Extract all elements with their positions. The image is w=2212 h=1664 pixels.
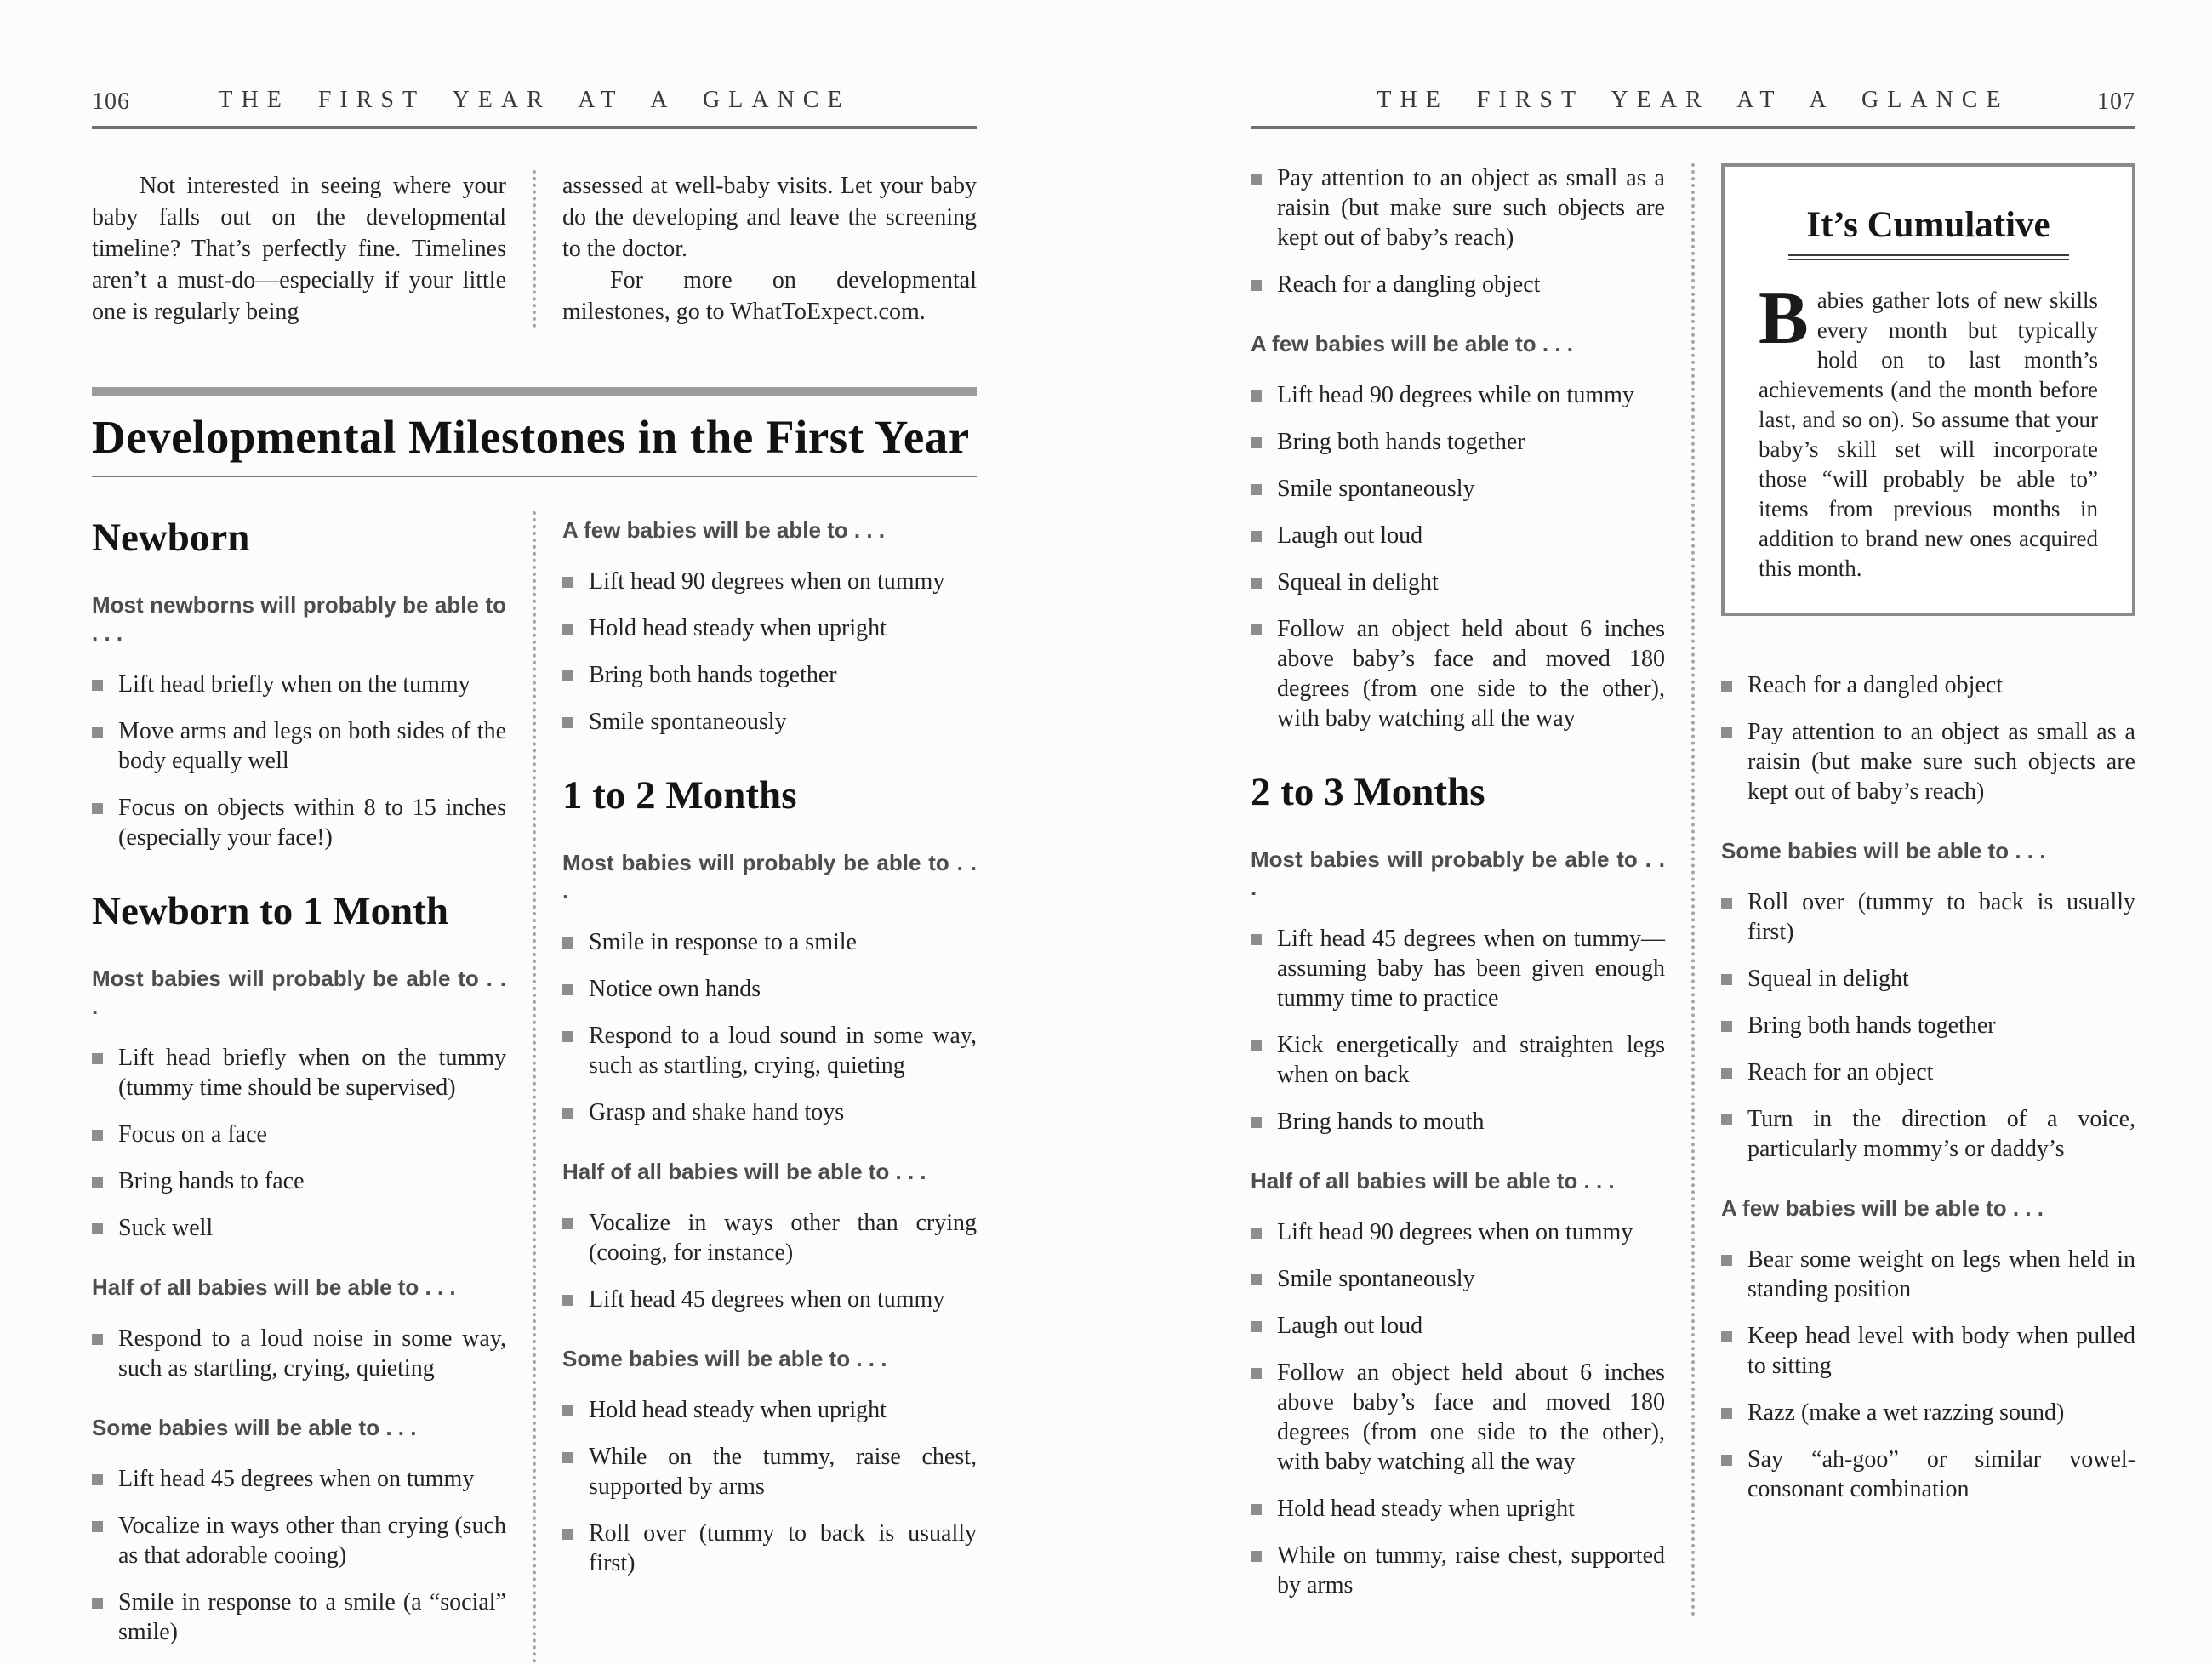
sidebar-title-rule: [1788, 254, 2069, 260]
bullet-square-icon: [1721, 1114, 1732, 1125]
bullet-square-icon: [1251, 1274, 1262, 1285]
bullet-square-icon: [92, 1177, 103, 1188]
milestone-text: Vocalize in ways other than crying (such as that adorable cooing): [118, 1513, 506, 1569]
milestone-list: [562, 1395, 977, 1578]
milestone-columns: [1251, 163, 2135, 1617]
milestone-text: Kick energetically and straighten legs when on back: [1277, 1032, 1665, 1088]
bullet-square-icon: [562, 1218, 573, 1229]
column-divider: [533, 511, 536, 1664]
milestone-text: Lift head 90 degrees while on tummy: [1277, 382, 1634, 408]
milestone-text: Lift head briefly when on the tummy (tummy time should be supervised): [118, 1045, 506, 1101]
milestone-item: [1251, 474, 1665, 504]
milestone-item: [1251, 1494, 1665, 1524]
bullet-square-icon: [562, 670, 573, 681]
bullet-square-icon: [1721, 974, 1732, 985]
bullet-square-icon: [92, 1130, 103, 1141]
running-title: THE FIRST YEAR AT A GLANCE: [1377, 87, 2010, 113]
bullet-square-icon: [562, 1295, 573, 1306]
milestone-list: [1251, 380, 1665, 733]
section-rule: [92, 476, 977, 477]
section-head: [92, 387, 977, 477]
milestone-item: [92, 1213, 506, 1243]
milestone-list: [1721, 887, 2135, 1164]
milestone-item: [1251, 1107, 1665, 1137]
milestone-item: [1721, 670, 2135, 700]
age-heading: Newborn to 1 Month: [92, 889, 449, 933]
bullet-square-icon: [1251, 174, 1262, 185]
milestone-list: [92, 1464, 506, 1647]
milestone-text: While on the tummy, raise chest, supported by arms: [589, 1444, 977, 1500]
bullet-square-icon: [562, 984, 573, 995]
intro-column-2: [562, 170, 977, 328]
bullet-square-icon: [92, 803, 103, 814]
bullet-square-icon: [562, 937, 573, 949]
bullet-square-icon: [1721, 681, 1732, 692]
sidebar-text: abies gather lots of new skills every month but typically hold on to last month’s achievements (and the month before last, and so on). So assume that your baby’s skill set will incorporate those “will probably be able to” items from previous months in addition to brand new ones acquired this month.: [1759, 288, 2098, 581]
milestone-list: [1251, 924, 1665, 1137]
milestone-item: [562, 1395, 977, 1425]
page-header: [92, 77, 977, 121]
milestone-text: Hold head steady when upright: [589, 615, 887, 641]
milestone-text: Follow an object held about 6 inches above baby’s face and moved 180 degrees (from one side to the other), with baby watching all the way: [1277, 616, 1665, 732]
milestone-text: Hold head steady when upright: [589, 1397, 887, 1423]
ability-subhead: A few babies will be able to . . .: [562, 517, 886, 543]
intro-text: assessed at well-baby visits. Let your baby do the developing and leave the screening to the doctor.: [562, 173, 977, 262]
milestone-list: [1251, 163, 1665, 299]
bullet-square-icon: [562, 717, 573, 728]
milestone-item: [92, 1464, 506, 1494]
milestone-text: Turn in the direction of a voice, particularly mommy’s or daddy’s: [1747, 1106, 2135, 1162]
ability-subhead: Half of all babies will be able to . . .: [1251, 1168, 1615, 1194]
intro-text: For more on developmental milestones, go to WhatToExpect.com.: [562, 267, 977, 325]
milestone-item: [1721, 887, 2135, 947]
age-heading: 1 to 2 Months: [562, 773, 797, 818]
milestone-item: [1721, 1398, 2135, 1428]
milestone-text: Bring both hands together: [1747, 1012, 1996, 1039]
milestone-text: Laugh out loud: [1277, 522, 1423, 549]
bullet-square-icon: [1721, 898, 1732, 909]
bullet-square-icon: [1721, 727, 1732, 738]
milestone-list: [1721, 670, 2135, 806]
milestone-item: [1251, 1030, 1665, 1090]
bullet-square-icon: [562, 1529, 573, 1540]
ability-subhead: A few babies will be able to . . .: [1251, 331, 1574, 356]
bullet-square-icon: [1251, 934, 1262, 945]
page-number: 106: [92, 88, 130, 115]
milestone-text: Reach for an object: [1747, 1059, 1934, 1086]
milestone-item: [92, 670, 506, 699]
bullet-square-icon: [92, 1053, 103, 1064]
column-divider: [1691, 163, 1695, 1617]
milestone-text: Smile spontaneously: [589, 709, 787, 735]
header-rule: [92, 126, 977, 129]
bullet-square-icon: [1251, 280, 1262, 291]
bullet-square-icon: [1721, 1255, 1732, 1266]
bullet-square-icon: [1251, 1117, 1262, 1128]
milestone-text: Respond to a loud noise in some way, such as startling, crying, quieting: [118, 1325, 506, 1382]
bullet-square-icon: [1251, 484, 1262, 495]
ability-subhead: A few babies will be able to . . .: [1721, 1195, 2044, 1221]
milestone-text: Move arms and legs on both sides of the body equally well: [118, 718, 506, 774]
milestone-text: Focus on a face: [118, 1121, 267, 1148]
milestone-item: [1251, 521, 1665, 550]
milestone-item: [92, 1324, 506, 1383]
milestone-item: [1721, 1057, 2135, 1087]
column-divider: [533, 170, 536, 328]
bullet-square-icon: [1721, 1455, 1732, 1466]
age-heading: 2 to 3 Months: [1251, 770, 1485, 814]
milestone-item: [1251, 163, 1665, 253]
milestone-item: [92, 1120, 506, 1149]
milestone-text: Bear some weight on legs when held in standing position: [1747, 1246, 2135, 1302]
milestone-text: Focus on objects within 8 to 15 inches (especially your face!): [118, 795, 506, 851]
milestone-list: [562, 927, 977, 1127]
milestone-item: [92, 793, 506, 852]
milestone-text: Bring hands to face: [118, 1168, 305, 1194]
bullet-square-icon: [1721, 1408, 1732, 1419]
page-number: 107: [2097, 88, 2135, 115]
milestone-list: [1721, 1245, 2135, 1504]
bullet-square-icon: [92, 1223, 103, 1234]
milestone-text: Lift head 45 degrees when on tummy: [589, 1286, 945, 1313]
bullet-square-icon: [92, 1474, 103, 1485]
milestone-text: Lift head 90 degrees when on tummy: [1277, 1219, 1633, 1245]
bullet-square-icon: [562, 1108, 573, 1119]
milestone-item: [1251, 1217, 1665, 1247]
milestone-text: Notice own hands: [589, 976, 761, 1002]
bullet-square-icon: [562, 1405, 573, 1416]
milestone-text: Say “ah-goo” or similar vowel-consonant combination: [1747, 1446, 2135, 1502]
bullet-square-icon: [92, 1521, 103, 1532]
bullet-square-icon: [1251, 437, 1262, 448]
milestone-item: [1251, 380, 1665, 410]
milestone-item: [1251, 1264, 1665, 1294]
milestone-item: [1721, 1104, 2135, 1164]
milestone-item: [562, 1519, 977, 1578]
sidebar-body: [1759, 277, 2098, 584]
milestone-item: [562, 1097, 977, 1127]
bullet-square-icon: [1251, 531, 1262, 542]
milestone-item: [1721, 1011, 2135, 1040]
milestone-item: [1721, 717, 2135, 806]
milestone-text: Lift head 45 degrees when on tummy: [118, 1466, 475, 1492]
milestone-item: [1251, 1358, 1665, 1477]
milestone-text: Lift head briefly when on the tummy: [118, 671, 470, 698]
milestone-item: [562, 1208, 977, 1268]
milestone-item: [1251, 427, 1665, 457]
bullet-square-icon: [562, 1031, 573, 1042]
milestone-text: Razz (make a wet razzing sound): [1747, 1399, 2065, 1426]
milestone-column-1: [1251, 163, 1665, 1617]
milestone-item: [92, 1511, 506, 1570]
milestone-blocks: [1721, 670, 2135, 1504]
milestone-item: [1251, 1311, 1665, 1341]
milestone-item: [562, 1285, 977, 1314]
milestone-text: Respond to a loud sound in some way, such as startling, crying, quieting: [589, 1023, 977, 1079]
page-107: [1251, 77, 2135, 1617]
milestone-item: [1251, 924, 1665, 1013]
milestone-text: Bring both hands together: [1277, 429, 1525, 455]
milestone-text: Smile spontaneously: [1277, 1266, 1475, 1292]
milestone-text: Bring hands to mouth: [1277, 1108, 1485, 1135]
milestone-text: Pay attention to an object as small as a raisin (but make sure such objects are kept out of baby’s reach): [1747, 719, 2135, 805]
bullet-square-icon: [92, 727, 103, 738]
milestone-text: Reach for a dangling object: [1277, 271, 1541, 298]
bullet-square-icon: [1251, 390, 1262, 402]
bullet-square-icon: [1251, 1551, 1262, 1562]
bullet-square-icon: [1251, 1368, 1262, 1379]
milestone-item: [1251, 567, 1665, 597]
milestone-text: Suck well: [118, 1215, 214, 1241]
milestone-columns: [92, 511, 977, 1664]
milestone-item: [562, 707, 977, 737]
page-header: [1251, 77, 2135, 121]
ability-subhead: Most babies will probably be able to . . .: [92, 966, 506, 1019]
milestone-item: [562, 974, 977, 1004]
bullet-square-icon: [562, 577, 573, 588]
section-bar: [92, 387, 977, 396]
milestone-text: Roll over (tummy to back is usually first): [1747, 889, 2135, 945]
milestone-column-1: [92, 511, 506, 1664]
milestone-item: [562, 1021, 977, 1080]
milestone-text: Roll over (tummy to back is usually first): [589, 1520, 977, 1576]
ability-subhead: Most babies will probably be able to . . .: [1251, 846, 1665, 900]
milestone-text: Vocalize in ways other than crying (cooing, for instance): [589, 1210, 977, 1266]
milestone-text: Squeal in delight: [1747, 966, 1909, 992]
bullet-square-icon: [92, 1598, 103, 1609]
milestone-item: [1251, 270, 1665, 299]
bullet-square-icon: [1251, 1040, 1262, 1051]
milestone-item: [562, 927, 977, 957]
milestone-text: Smile spontaneously: [1277, 476, 1475, 502]
bullet-square-icon: [1721, 1068, 1732, 1079]
milestone-list: [562, 1208, 977, 1314]
milestone-text: Smile in response to a smile: [589, 929, 857, 955]
ability-subhead: Some babies will be able to . . .: [562, 1346, 887, 1371]
milestone-text: Follow an object held about 6 inches above baby’s face and moved 180 degrees (from one side to the other), with baby watching all the way: [1277, 1359, 1665, 1475]
bullet-square-icon: [1251, 624, 1262, 635]
milestone-item: [1721, 1445, 2135, 1504]
milestone-text: Smile in response to a smile (a “social” smile): [118, 1589, 506, 1645]
milestone-text: Lift head 45 degrees when on tummy—assuming baby has been given enough tummy time to practice: [1277, 926, 1665, 1012]
milestone-item: [562, 660, 977, 690]
milestone-text: Keep head level with body when pulled to sitting: [1747, 1323, 2135, 1379]
ability-subhead: Half of all babies will be able to . . .: [562, 1159, 926, 1184]
milestone-item: [92, 1166, 506, 1196]
sidebar-title: It’s Cumulative: [1806, 205, 2050, 245]
milestone-item: [562, 1442, 977, 1502]
bullet-square-icon: [562, 624, 573, 635]
header-rule: [1251, 126, 2135, 129]
drop-cap: B: [1759, 277, 1809, 360]
milestone-text: Hold head steady when upright: [1277, 1496, 1575, 1522]
bullet-square-icon: [1721, 1331, 1732, 1342]
milestone-text: While on tummy, raise chest, supported by arms: [1277, 1542, 1665, 1598]
ability-subhead: Most babies will probably be able to . . .: [562, 850, 977, 903]
age-heading: Newborn: [92, 516, 250, 560]
bullet-square-icon: [1251, 1504, 1262, 1515]
ability-subhead: Some babies will be able to . . .: [92, 1415, 417, 1440]
intro-column-1: [92, 170, 506, 328]
milestone-item: [92, 1587, 506, 1647]
milestone-text: Pay attention to an object as small as a raisin (but make sure such objects are kept out of baby’s reach): [1277, 165, 1665, 251]
milestone-list: [562, 567, 977, 737]
milestone-text: Bring both hands together: [589, 662, 837, 688]
milestone-text: Lift head 90 degrees when on tummy: [589, 568, 945, 595]
milestone-list: [92, 670, 506, 852]
ability-subhead: Half of all babies will be able to . . .: [92, 1274, 456, 1300]
milestone-column-2: [1721, 163, 2135, 1617]
milestone-list: [1251, 1217, 1665, 1600]
milestone-item: [1251, 1541, 1665, 1600]
bullet-square-icon: [92, 1334, 103, 1345]
running-title: THE FIRST YEAR AT A GLANCE: [218, 87, 851, 113]
page-106: [92, 77, 977, 1664]
ability-subhead: Some babies will be able to . . .: [1721, 838, 2046, 863]
milestone-item: [1721, 964, 2135, 994]
bullet-square-icon: [92, 680, 103, 691]
its-cumulative-box: [1721, 163, 2135, 616]
intro-text: Not interested in seeing where your baby falls out on the developmental timeline? That’s perfectly fine. Timelines aren’t a must-do—especially if your little one is regularly being: [92, 173, 506, 325]
milestone-item: [562, 567, 977, 596]
milestone-item: [1721, 1321, 2135, 1381]
milestone-item: [1251, 614, 1665, 733]
milestone-list: [92, 1324, 506, 1383]
milestone-column-2: [562, 511, 977, 1664]
ability-subhead: Most newborns will probably be able to . . .: [92, 592, 506, 646]
bullet-square-icon: [1251, 1321, 1262, 1332]
bullet-square-icon: [1251, 578, 1262, 589]
milestone-text: Laugh out loud: [1277, 1313, 1423, 1339]
milestone-item: [1721, 1245, 2135, 1304]
bullet-square-icon: [1251, 1228, 1262, 1239]
intro-paragraphs: [92, 170, 977, 328]
milestone-text: Reach for a dangled object: [1747, 672, 2004, 698]
milestone-text: Grasp and shake hand toys: [589, 1099, 845, 1125]
milestone-list: [92, 1043, 506, 1243]
bullet-square-icon: [562, 1452, 573, 1463]
section-title: Developmental Milestones in the First Year: [92, 411, 970, 463]
milestone-item: [92, 716, 506, 776]
milestone-item: [562, 613, 977, 643]
milestone-text: Squeal in delight: [1277, 569, 1439, 596]
bullet-square-icon: [1721, 1021, 1732, 1032]
milestone-item: [92, 1043, 506, 1103]
